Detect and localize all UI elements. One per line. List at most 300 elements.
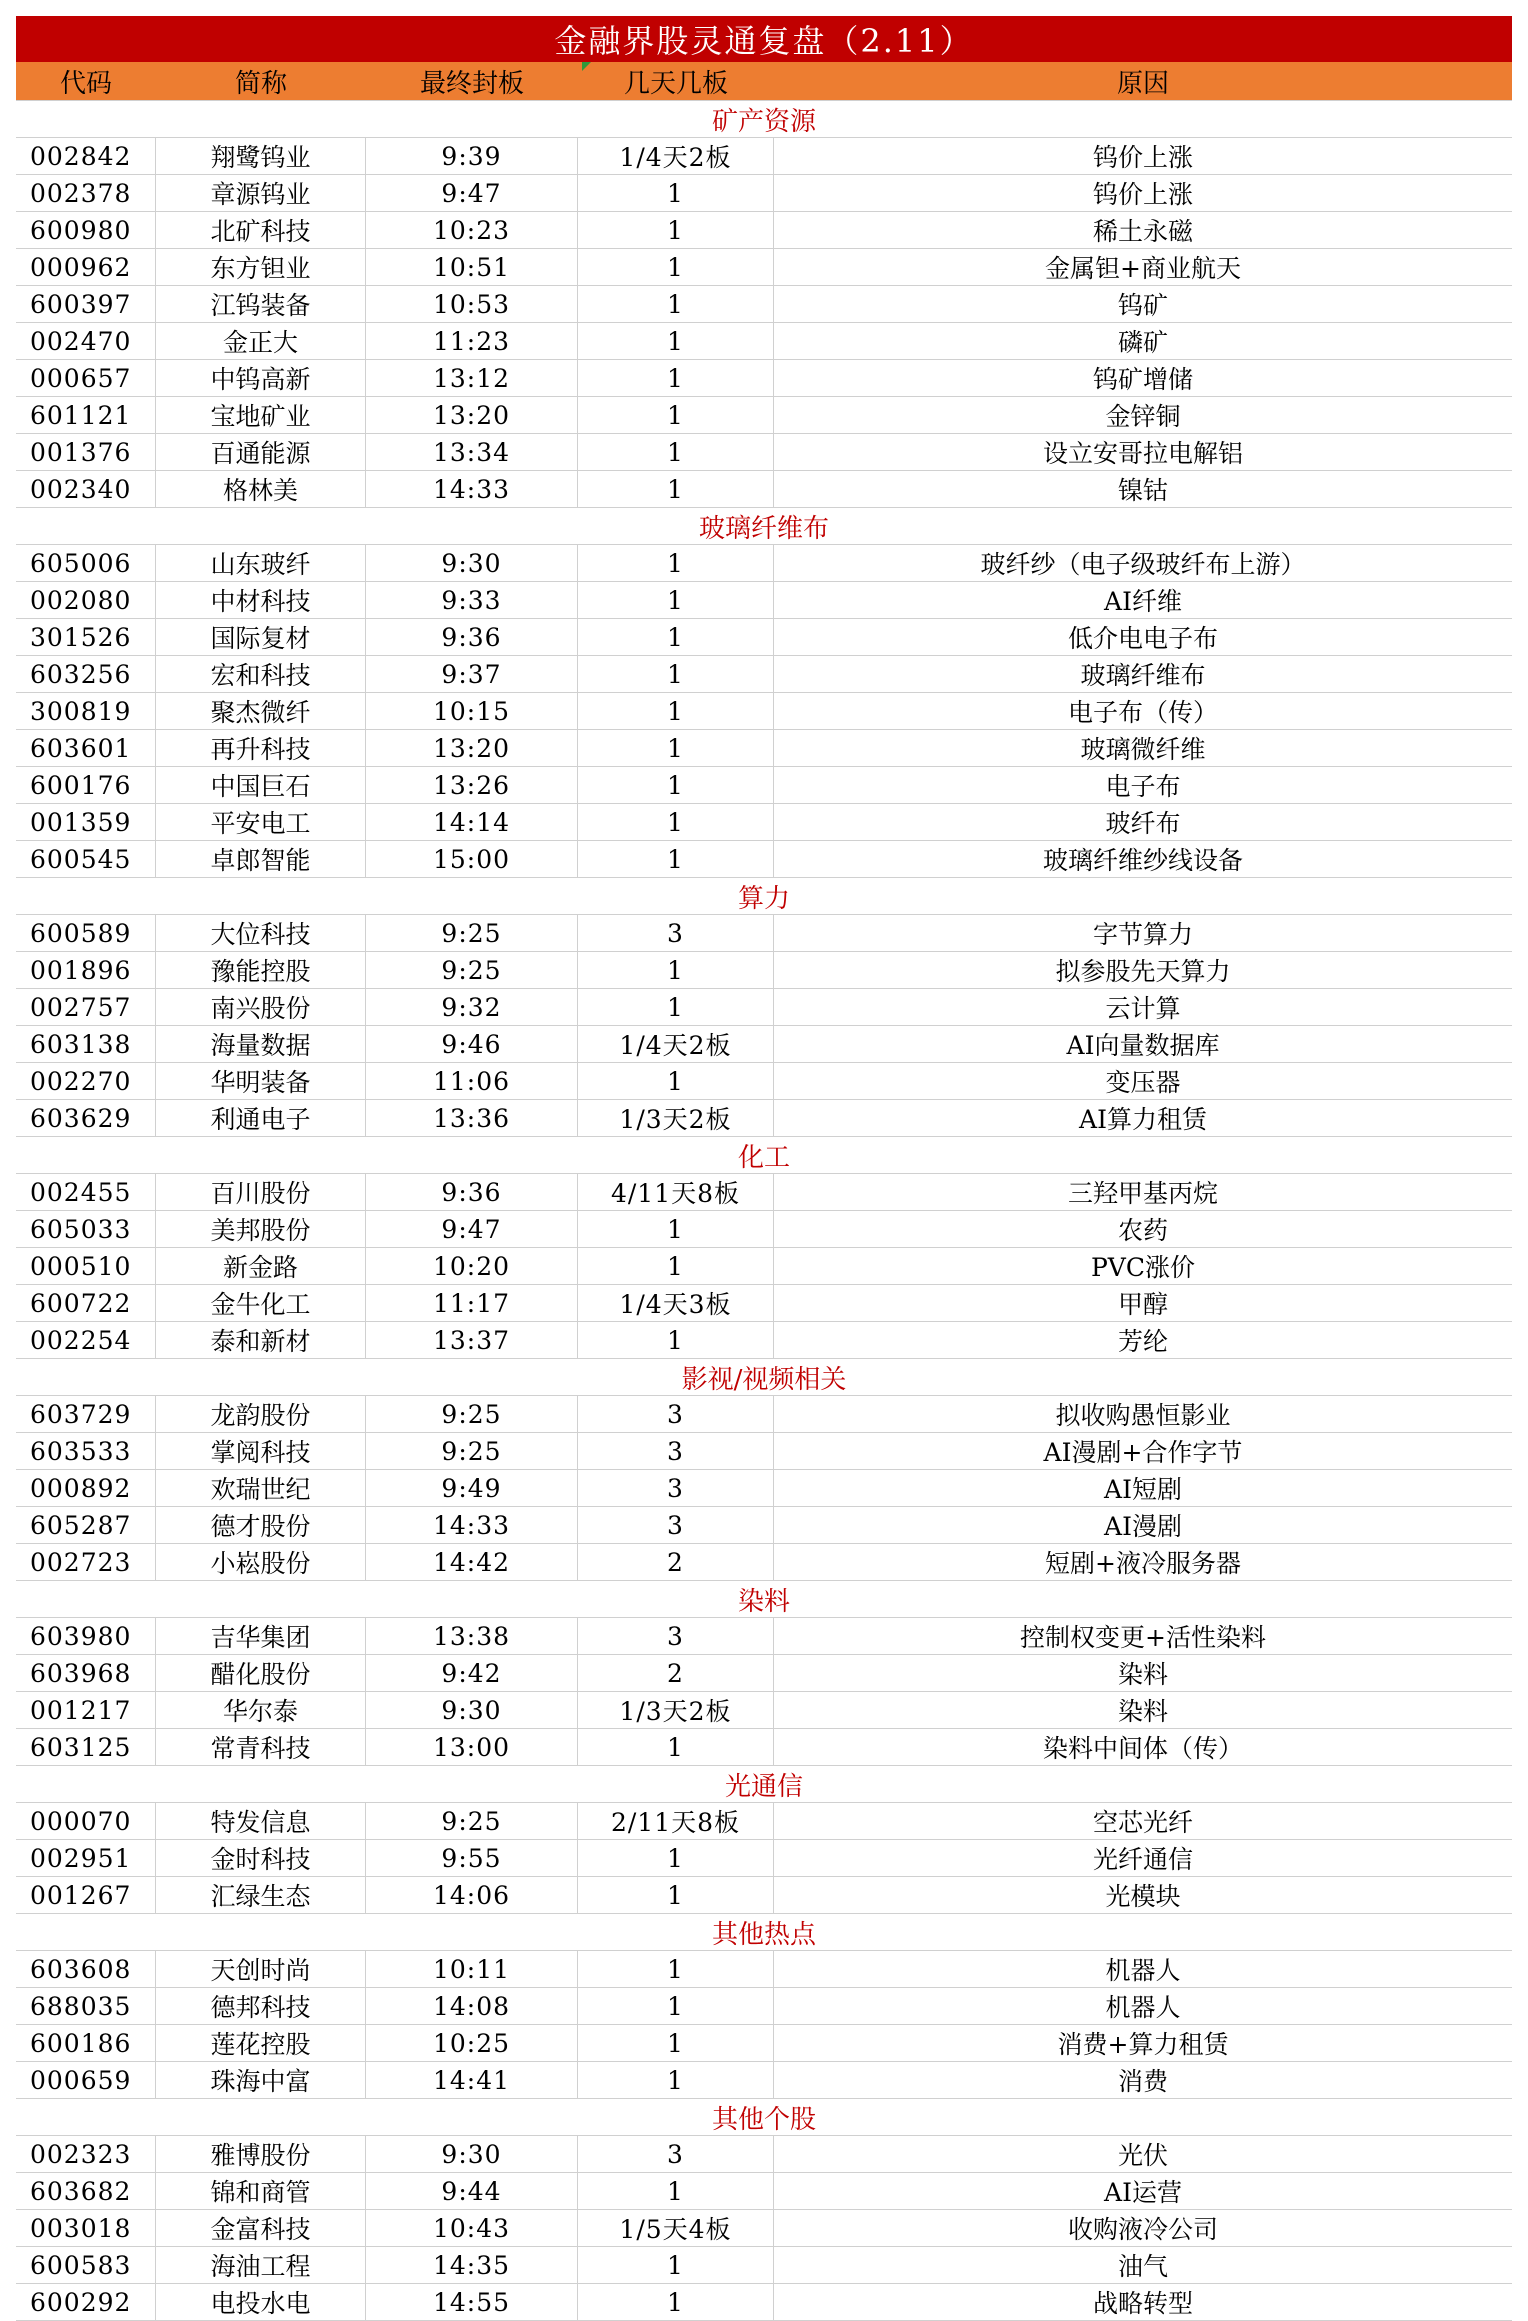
days-boards-cell: 3 xyxy=(578,1433,774,1469)
seal-time-cell: 9:33 xyxy=(366,582,578,618)
seal-time-cell: 13:20 xyxy=(366,730,578,766)
stock-name-cell: 锦和商管 xyxy=(156,2173,366,2209)
header-name: 简称 xyxy=(234,68,287,99)
seal-time-cell: 13:12 xyxy=(366,360,578,396)
reason-cell: 拟收购愚恒影业 xyxy=(1055,1401,1231,1430)
stock-name-cell: 聚杰微纤 xyxy=(156,693,366,729)
table-row xyxy=(16,1692,1512,1729)
reason-cell: 钨矿 xyxy=(1117,291,1168,320)
days-boards-cell: 1 xyxy=(578,952,774,988)
table-row xyxy=(16,471,1512,508)
stock-name-cell: 江钨装备 xyxy=(156,286,366,322)
stock-name-cell: 格林美 xyxy=(156,471,366,507)
days-boards-cell: 1 xyxy=(578,471,774,507)
reason-cell: 光模块 xyxy=(1105,1882,1181,1911)
days-boards-cell: 3 xyxy=(578,1618,774,1654)
stock-code-cell: 603682 xyxy=(16,2173,156,2209)
table-row xyxy=(16,989,1512,1026)
seal-time-cell: 9:44 xyxy=(366,2173,578,2209)
stock-code-cell: 688035 xyxy=(16,1988,156,2024)
days-boards-cell: 1 xyxy=(578,1248,774,1284)
reason-cell: 染料 xyxy=(1117,1660,1168,1689)
stock-name-cell: 利通电子 xyxy=(156,1100,366,1136)
days-boards-cell: 3 xyxy=(578,915,774,951)
stock-code-cell: 002323 xyxy=(16,2136,156,2172)
table-row xyxy=(16,2062,1512,2099)
seal-time-cell: 13:36 xyxy=(366,1100,578,1136)
seal-time-cell: 13:20 xyxy=(366,397,578,433)
seal-time-cell: 10:20 xyxy=(366,1248,578,1284)
seal-time-cell: 14:14 xyxy=(366,804,578,840)
section-header: 算力 xyxy=(16,878,1512,915)
reason-cell: 光纤通信 xyxy=(1092,1845,1193,1874)
days-boards-cell: 1 xyxy=(578,656,774,692)
days-boards-cell: 2/11天8板 xyxy=(578,1803,774,1839)
reason-cell: 云计算 xyxy=(1105,994,1181,1023)
stock-code-cell: 001359 xyxy=(16,804,156,840)
days-boards-cell: 1 xyxy=(578,1951,774,1987)
stock-name-cell: 百通能源 xyxy=(156,434,366,470)
stock-code-cell: 600589 xyxy=(16,915,156,951)
reason-cell: 钨价上涨 xyxy=(1092,180,1193,209)
days-boards-cell: 3 xyxy=(578,1396,774,1432)
seal-time-cell: 13:38 xyxy=(366,1618,578,1654)
days-boards-cell: 1 xyxy=(578,360,774,396)
stock-code-cell: 600545 xyxy=(16,841,156,877)
stock-name-cell: 欢瑞世纪 xyxy=(156,1470,366,1506)
table-row xyxy=(16,582,1512,619)
table-row xyxy=(16,619,1512,656)
stock-code-cell: 600186 xyxy=(16,2025,156,2061)
seal-time-cell: 9:39 xyxy=(366,138,578,174)
sheet-title: 金融界股灵通复盘（2.11） xyxy=(16,16,1512,62)
stock-name-cell: 东方钽业 xyxy=(156,249,366,285)
days-boards-cell: 1 xyxy=(578,2062,774,2098)
reason-cell: 战略转型 xyxy=(1092,2289,1193,2318)
table-row xyxy=(16,1655,1512,1692)
stock-name-cell: 吉华集团 xyxy=(156,1618,366,1654)
stock-name-cell: 华明装备 xyxy=(156,1063,366,1099)
stock-code-cell: 603980 xyxy=(16,1618,156,1654)
reason-cell: 芳纶 xyxy=(1117,1327,1168,1356)
table-row xyxy=(16,841,1512,878)
reason-cell: 金属钽+商业航天 xyxy=(1045,254,1241,283)
reason-cell: 玻纤布 xyxy=(1105,809,1181,838)
days-boards-cell: 1 xyxy=(578,1063,774,1099)
reason-cell: 油气 xyxy=(1117,2252,1168,2281)
seal-time-cell: 14:55 xyxy=(366,2284,578,2320)
stock-name-cell: 天创时尚 xyxy=(156,1951,366,1987)
seal-time-cell: 9:32 xyxy=(366,989,578,1025)
table-row xyxy=(16,2247,1512,2284)
seal-time-cell: 13:00 xyxy=(366,1729,578,1765)
stock-code-cell: 000657 xyxy=(16,360,156,396)
seal-time-cell: 10:53 xyxy=(366,286,578,322)
table-row xyxy=(16,915,1512,952)
stock-name-cell: 金富科技 xyxy=(156,2210,366,2246)
days-boards-cell: 1 xyxy=(578,767,774,803)
stock-name-cell: 百川股份 xyxy=(156,1174,366,1210)
seal-time-cell: 9:25 xyxy=(366,952,578,988)
section-header: 矿产资源 xyxy=(16,101,1512,138)
stock-code-cell: 001896 xyxy=(16,952,156,988)
stock-name-cell: 掌阅科技 xyxy=(156,1433,366,1469)
seal-time-cell: 9:30 xyxy=(366,545,578,581)
stock-code-cell: 003018 xyxy=(16,2210,156,2246)
stock-name-cell: 新金路 xyxy=(156,1248,366,1284)
table-row xyxy=(16,1544,1512,1581)
section-header: 光通信 xyxy=(16,1766,1512,1803)
reason-cell: 拟参股先天算力 xyxy=(1055,957,1231,986)
reason-cell: 空芯光纤 xyxy=(1092,1808,1193,1837)
stock-name-cell: 龙韵股份 xyxy=(156,1396,366,1432)
stock-name-cell: 金时科技 xyxy=(156,1840,366,1876)
stock-name-cell: 宏和科技 xyxy=(156,656,366,692)
reason-cell: 钨矿增储 xyxy=(1092,365,1193,394)
days-boards-cell: 1 xyxy=(578,693,774,729)
table-row xyxy=(16,1951,1512,1988)
days-boards-cell: 2 xyxy=(578,1655,774,1691)
stock-name-cell: 海量数据 xyxy=(156,1026,366,1062)
stock-code-cell: 600292 xyxy=(16,2284,156,2320)
seal-time-cell: 14:41 xyxy=(366,2062,578,2098)
reason-cell: AI算力租赁 xyxy=(1079,1105,1207,1134)
seal-time-cell: 9:46 xyxy=(366,1026,578,1062)
header-code: 代码 xyxy=(59,68,112,99)
seal-time-cell: 14:08 xyxy=(366,1988,578,2024)
days-boards-cell: 1 xyxy=(578,1729,774,1765)
reason-cell: 消费+算力租赁 xyxy=(1057,2030,1229,2059)
stock-code-cell: 301526 xyxy=(16,619,156,655)
reason-cell: 玻璃纤维布 xyxy=(1080,661,1206,690)
seal-time-cell: 9:30 xyxy=(366,1692,578,1728)
reason-cell: 电子布 xyxy=(1105,772,1181,801)
days-boards-cell: 1 xyxy=(578,397,774,433)
stock-code-cell: 000892 xyxy=(16,1470,156,1506)
table-row xyxy=(16,1026,1512,1063)
stock-code-cell: 001376 xyxy=(16,434,156,470)
stock-name-cell: 平安电工 xyxy=(156,804,366,840)
stock-code-cell: 603601 xyxy=(16,730,156,766)
seal-time-cell: 13:34 xyxy=(366,434,578,470)
reason-cell: 三羟甲基丙烷 xyxy=(1067,1179,1218,1208)
stock-name-cell: 中钨高新 xyxy=(156,360,366,396)
stock-name-cell: 电投水电 xyxy=(156,2284,366,2320)
seal-time-cell: 9:25 xyxy=(366,1433,578,1469)
stock-name-cell: 中材科技 xyxy=(156,582,366,618)
seal-time-cell: 9:36 xyxy=(366,1174,578,1210)
section-header: 化工 xyxy=(16,1137,1512,1174)
days-boards-cell: 1 xyxy=(578,804,774,840)
stock-name-cell: 章源钨业 xyxy=(156,175,366,211)
seal-time-cell: 10:23 xyxy=(366,212,578,248)
stock-name-cell: 北矿科技 xyxy=(156,212,366,248)
reason-cell: 机器人 xyxy=(1105,1993,1181,2022)
seal-time-cell: 14:33 xyxy=(366,471,578,507)
reason-cell: 变压器 xyxy=(1105,1068,1181,1097)
stock-code-cell: 000070 xyxy=(16,1803,156,1839)
table-row xyxy=(16,1100,1512,1137)
reason-cell: AI短剧 xyxy=(1104,1475,1182,1504)
stock-name-cell: 特发信息 xyxy=(156,1803,366,1839)
days-boards-cell: 1 xyxy=(578,1322,774,1358)
header-seal-time: 最终封板 xyxy=(419,68,524,99)
seal-time-cell: 9:30 xyxy=(366,2136,578,2172)
reason-cell: 机器人 xyxy=(1105,1956,1181,1985)
stock-name-cell: 国际复材 xyxy=(156,619,366,655)
seal-time-cell: 14:42 xyxy=(366,1544,578,1580)
seal-time-cell: 9:47 xyxy=(366,1211,578,1247)
stock-code-cell: 605006 xyxy=(16,545,156,581)
reason-cell: AI运营 xyxy=(1104,2178,1182,2207)
stock-name-cell: 南兴股份 xyxy=(156,989,366,1025)
reason-cell: 消费 xyxy=(1117,2067,1168,2096)
reason-cell: 金锌铜 xyxy=(1105,402,1181,431)
seal-time-cell: 14:35 xyxy=(366,2247,578,2283)
reason-cell: AI纤维 xyxy=(1104,587,1182,616)
stock-code-cell: 002378 xyxy=(16,175,156,211)
table-row xyxy=(16,1618,1512,1655)
days-boards-cell: 1 xyxy=(578,434,774,470)
stock-code-cell: 001217 xyxy=(16,1692,156,1728)
days-boards-cell: 1/3天2板 xyxy=(578,1692,774,1728)
days-boards-cell: 1/4天3板 xyxy=(578,1285,774,1321)
stock-name-cell: 再升科技 xyxy=(156,730,366,766)
header-days-boards: 几天几板 xyxy=(623,68,728,99)
stock-code-cell: 600583 xyxy=(16,2247,156,2283)
stock-code-cell: 603533 xyxy=(16,1433,156,1469)
stock-code-cell: 002080 xyxy=(16,582,156,618)
stock-code-cell: 002270 xyxy=(16,1063,156,1099)
reason-cell: AI漫剧+合作字节 xyxy=(1043,1438,1243,1467)
stock-code-cell: 300819 xyxy=(16,693,156,729)
seal-time-cell: 14:33 xyxy=(366,1507,578,1543)
stock-name-cell: 醋化股份 xyxy=(156,1655,366,1691)
seal-time-cell: 14:06 xyxy=(366,1877,578,1913)
stock-code-cell: 002723 xyxy=(16,1544,156,1580)
stock-name-cell: 常青科技 xyxy=(156,1729,366,1765)
table-row xyxy=(16,1988,1512,2025)
seal-time-cell: 11:06 xyxy=(366,1063,578,1099)
table-row xyxy=(16,138,1512,175)
seal-time-cell: 10:43 xyxy=(366,2210,578,2246)
stock-name-cell: 德邦科技 xyxy=(156,1988,366,2024)
reason-cell: 玻璃微纤维 xyxy=(1080,735,1206,764)
table-row xyxy=(16,693,1512,730)
seal-time-cell: 9:25 xyxy=(366,915,578,951)
column-header-row xyxy=(16,62,1512,101)
days-boards-cell: 1 xyxy=(578,2284,774,2320)
days-boards-cell: 2 xyxy=(578,1544,774,1580)
days-boards-cell: 1/4天2板 xyxy=(578,1026,774,1062)
table-row xyxy=(16,1063,1512,1100)
stock-name-cell: 金正大 xyxy=(156,323,366,359)
table-row xyxy=(16,1396,1512,1433)
days-boards-cell: 1 xyxy=(578,212,774,248)
table-row xyxy=(16,1877,1512,1914)
days-boards-cell: 1 xyxy=(578,2025,774,2061)
table-row xyxy=(16,323,1512,360)
stock-code-cell: 002455 xyxy=(16,1174,156,1210)
table-row xyxy=(16,434,1512,471)
stock-name-cell: 泰和新材 xyxy=(156,1322,366,1358)
days-boards-cell: 1 xyxy=(578,619,774,655)
seal-time-cell: 9:55 xyxy=(366,1840,578,1876)
reason-cell: 光伏 xyxy=(1117,2141,1168,2170)
days-boards-cell: 1 xyxy=(578,1840,774,1876)
table-row xyxy=(16,1285,1512,1322)
seal-time-cell: 10:51 xyxy=(366,249,578,285)
table-row xyxy=(16,1470,1512,1507)
days-boards-cell: 1/5天4板 xyxy=(578,2210,774,2246)
reason-cell: 控制权变更+活性染料 xyxy=(1020,1623,1266,1652)
stock-name-cell: 海油工程 xyxy=(156,2247,366,2283)
seal-time-cell: 13:37 xyxy=(366,1322,578,1358)
seal-time-cell: 10:15 xyxy=(366,693,578,729)
stock-name-cell: 华尔泰 xyxy=(156,1692,366,1728)
stock-code-cell: 605033 xyxy=(16,1211,156,1247)
table-row xyxy=(16,767,1512,804)
days-boards-cell: 1 xyxy=(578,989,774,1025)
header-reason: 原因 xyxy=(1116,68,1169,99)
days-boards-cell: 3 xyxy=(578,1507,774,1543)
stock-name-cell: 美邦股份 xyxy=(156,1211,366,1247)
days-boards-cell: 1 xyxy=(578,249,774,285)
stock-code-cell: 000659 xyxy=(16,2062,156,2098)
table-row xyxy=(16,286,1512,323)
reason-cell: 农药 xyxy=(1117,1216,1168,1245)
table-row xyxy=(16,1840,1512,1877)
stock-name-cell: 莲花控股 xyxy=(156,2025,366,2061)
stock-code-cell: 603256 xyxy=(16,656,156,692)
reason-cell: 磷矿 xyxy=(1117,328,1168,357)
stock-name-cell: 卓郎智能 xyxy=(156,841,366,877)
table-row xyxy=(16,2173,1512,2210)
days-boards-cell: 1 xyxy=(578,323,774,359)
stock-name-cell: 德才股份 xyxy=(156,1507,366,1543)
seal-time-cell: 9:25 xyxy=(366,1396,578,1432)
days-boards-cell: 4/11天8板 xyxy=(578,1174,774,1210)
reason-cell: 钨价上涨 xyxy=(1092,143,1193,172)
stock-code-cell: 603125 xyxy=(16,1729,156,1765)
reason-cell: 稀土永磁 xyxy=(1092,217,1193,246)
seal-time-cell: 13:26 xyxy=(366,767,578,803)
days-boards-cell: 1 xyxy=(578,1877,774,1913)
reason-cell: 收购液冷公司 xyxy=(1067,2215,1218,2244)
table-row xyxy=(16,2210,1512,2247)
seal-time-cell: 9:47 xyxy=(366,175,578,211)
stock-code-cell: 000510 xyxy=(16,1248,156,1284)
days-boards-cell: 1 xyxy=(578,841,774,877)
table-row xyxy=(16,1174,1512,1211)
stock-name-cell: 中国巨石 xyxy=(156,767,366,803)
seal-time-cell: 11:23 xyxy=(366,323,578,359)
stock-name-cell: 大位科技 xyxy=(156,915,366,951)
days-boards-cell: 1 xyxy=(578,175,774,211)
stock-name-cell: 翔鹭钨业 xyxy=(156,138,366,174)
stock-code-cell: 600722 xyxy=(16,1285,156,1321)
stock-name-cell: 宝地矿业 xyxy=(156,397,366,433)
table-row xyxy=(16,2284,1512,2321)
stock-code-cell: 002254 xyxy=(16,1322,156,1358)
seal-time-cell: 9:36 xyxy=(366,619,578,655)
table-row xyxy=(16,804,1512,841)
stock-code-cell: 603608 xyxy=(16,1951,156,1987)
stock-code-cell: 002470 xyxy=(16,323,156,359)
reason-cell: AI漫剧 xyxy=(1104,1512,1182,1541)
seal-time-cell: 9:25 xyxy=(366,1803,578,1839)
stock-code-cell: 600397 xyxy=(16,286,156,322)
table-row xyxy=(16,952,1512,989)
stock-code-cell: 002340 xyxy=(16,471,156,507)
stock-code-cell: 002757 xyxy=(16,989,156,1025)
days-boards-cell: 1/4天2板 xyxy=(578,138,774,174)
seal-time-cell: 10:11 xyxy=(366,1951,578,1987)
reason-cell: 电子布（传） xyxy=(1067,698,1218,727)
table-row xyxy=(16,1729,1512,1766)
stock-code-cell: 000962 xyxy=(16,249,156,285)
reason-cell: 染料中间体（传） xyxy=(1042,1734,1243,1763)
stock-name-cell: 珠海中富 xyxy=(156,2062,366,2098)
days-boards-cell: 1 xyxy=(578,2247,774,2283)
seal-time-cell: 9:37 xyxy=(366,656,578,692)
section-header: 其他个股 xyxy=(16,2099,1512,2136)
table-row xyxy=(16,1803,1512,1840)
days-boards-cell: 3 xyxy=(578,1470,774,1506)
reason-cell: 玻璃纤维纱线设备 xyxy=(1042,846,1243,875)
seal-time-cell: 9:49 xyxy=(366,1470,578,1506)
stock-code-cell: 603968 xyxy=(16,1655,156,1691)
table-row xyxy=(16,1248,1512,1285)
seal-time-cell: 11:17 xyxy=(366,1285,578,1321)
reason-cell: PVC涨价 xyxy=(1090,1253,1195,1282)
days-boards-cell: 1 xyxy=(578,286,774,322)
cell-comment-marker-icon xyxy=(582,62,591,71)
table-row xyxy=(16,1507,1512,1544)
days-boards-cell: 1 xyxy=(578,545,774,581)
table-row xyxy=(16,175,1512,212)
table-row xyxy=(16,1322,1512,1359)
days-boards-cell: 1 xyxy=(578,1211,774,1247)
days-boards-cell: 1 xyxy=(578,2173,774,2209)
seal-time-cell: 9:42 xyxy=(366,1655,578,1691)
stock-code-cell: 600980 xyxy=(16,212,156,248)
section-header: 影视/视频相关 xyxy=(16,1359,1512,1396)
table-row xyxy=(16,730,1512,767)
days-boards-cell: 1 xyxy=(578,1988,774,2024)
reason-cell: 甲醇 xyxy=(1117,1290,1168,1319)
stock-code-cell: 603138 xyxy=(16,1026,156,1062)
stock-code-cell: 605287 xyxy=(16,1507,156,1543)
table-row xyxy=(16,1211,1512,1248)
days-boards-cell: 1 xyxy=(578,730,774,766)
table-body xyxy=(16,101,1512,2321)
section-header: 其他热点 xyxy=(16,1914,1512,1951)
reason-cell: 玻纤纱（电子级玻纤布上游） xyxy=(980,550,1306,579)
table-row xyxy=(16,360,1512,397)
days-boards-cell: 1/3天2板 xyxy=(578,1100,774,1136)
table-row xyxy=(16,2136,1512,2173)
seal-time-cell: 15:00 xyxy=(366,841,578,877)
stock-name-cell: 豫能控股 xyxy=(156,952,366,988)
stock-code-cell: 603629 xyxy=(16,1100,156,1136)
section-header: 玻璃纤维布 xyxy=(16,508,1512,545)
reason-cell: AI向量数据库 xyxy=(1066,1031,1220,1060)
table-row xyxy=(16,1433,1512,1470)
section-header: 染料 xyxy=(16,1581,1512,1618)
table-row xyxy=(16,249,1512,286)
table-row xyxy=(16,397,1512,434)
